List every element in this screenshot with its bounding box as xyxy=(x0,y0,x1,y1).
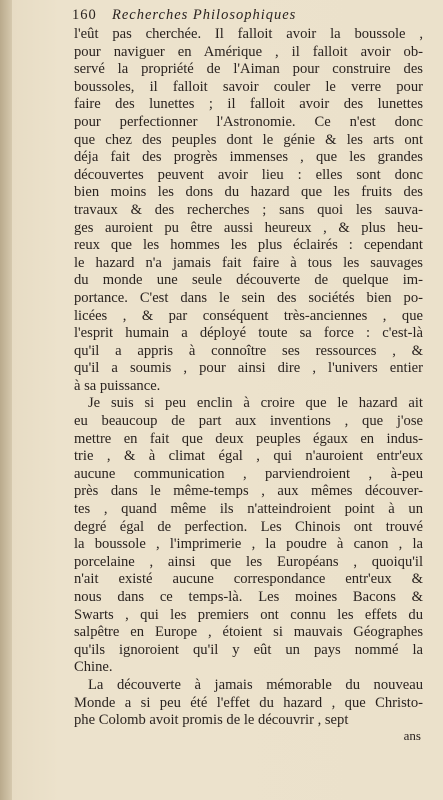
text-line: bien moins les dons du hazard que les fruits des xyxy=(74,184,423,201)
text-line: pour naviguer en Amérique , il falloit avoir ob- xyxy=(74,43,423,60)
text-line: pour perfectionner l'Astronomie. Ce n'est donc xyxy=(74,113,423,130)
text-line: licées , & par conséquent très-anciennes , que xyxy=(74,307,423,324)
text-line: Swarts , qui les premiers ont connu les effets du xyxy=(74,606,423,623)
text-line: Chine. xyxy=(74,659,113,676)
text-line: eu beaucoup de part aux inventions , que j'ose xyxy=(74,413,423,430)
paragraph xyxy=(74,677,423,730)
text-line: portance. C'est dans le sein des sociétés bien po- xyxy=(74,289,423,306)
text-line: phe Colomb avoit promis de le découvrir , sept xyxy=(74,712,349,729)
text-line: La découverte à jamais mémorable du nouveau xyxy=(88,676,423,693)
text-line: le hazard n'a jamais fait faire à tous les sauvages xyxy=(74,254,423,271)
text-line: près dans le même-temps , aux mêmes découver- xyxy=(74,483,423,500)
text-line: faire des lunettes ; il falloit avoir des lunettes xyxy=(74,96,423,113)
text-line: nous dans ce temps-là. Les moines Bacons & xyxy=(74,589,423,605)
page-number: 160 xyxy=(72,7,97,23)
text-line: degré égal de perfection. Les Chinois ont trouvé xyxy=(74,518,423,535)
text-line: la boussole , l'imprimerie , la poudre à canon , la xyxy=(74,536,423,553)
text-line: ges auroient pu être aussi heureux , & plus heu- xyxy=(74,219,423,236)
text-line: qu'il a appris à connoître ses ressources , & xyxy=(74,342,423,359)
body-text xyxy=(74,26,423,730)
text-line: servé la propriété de l'Aiman pour construire des xyxy=(74,61,423,78)
text-line: découvertes peuvent avoir lieu : elles sont donc xyxy=(74,166,423,183)
text-line: l'eût pas cherchée. Il falloit avoir la boussole , xyxy=(74,26,423,42)
text-line: qu'il a soumis , pour ainsi dire , l'univers entier xyxy=(74,360,423,377)
text-line: trie , & à climat égal , qui n'auroient entr'eux xyxy=(74,448,423,465)
text-line: Je suis si peu enclin à croire que le hazard ait xyxy=(88,395,423,412)
text-line: reux que les hommes les plus éclairés : cependant xyxy=(74,237,423,254)
text-line: qu'ils ignoroient qu'il y eût un pays nommé la xyxy=(74,641,423,658)
text-line: aucune communication , parviendroient , à-peu xyxy=(74,465,423,482)
text-line: travaux & des recherches ; sans quoi les sauva- xyxy=(74,201,423,218)
text-line: du monde une seule découverte de quelque im- xyxy=(74,272,423,289)
text-line: porcelaine , ainsi que les Européans , quoiqu'il xyxy=(74,553,423,570)
catchword: ans xyxy=(403,727,421,743)
text-line: Monde a si peu été l'effet du hazard , que Christo- xyxy=(74,694,423,711)
paragraph xyxy=(74,395,423,677)
text-line: salpêtre en Europe , étoient si mauvais Géographes xyxy=(74,624,423,641)
page-header xyxy=(72,6,423,26)
paragraph xyxy=(74,26,423,395)
text-line: tes , quand même ils n'atteindroient point à un xyxy=(74,501,423,518)
page-gutter-shadow xyxy=(0,0,12,800)
text-line: boussoles, il falloit savoir couler le verre pour xyxy=(74,78,423,95)
text-line: n'ait existé aucune correspondance entr'eux & xyxy=(74,571,423,588)
running-title: Recherches Philosophiques xyxy=(112,7,297,23)
text-line: l'esprit humain a déployé toute sa force : c'est-là xyxy=(74,325,423,342)
text-line: déja fait des progrès immenses , que les grandes xyxy=(74,149,423,166)
text-line: mettre en fait que deux peuples égaux en indus- xyxy=(74,430,423,447)
text-line: que chez des peuples dont le génie & les arts ont xyxy=(74,131,423,148)
text-line: à sa puissance. xyxy=(74,377,161,394)
